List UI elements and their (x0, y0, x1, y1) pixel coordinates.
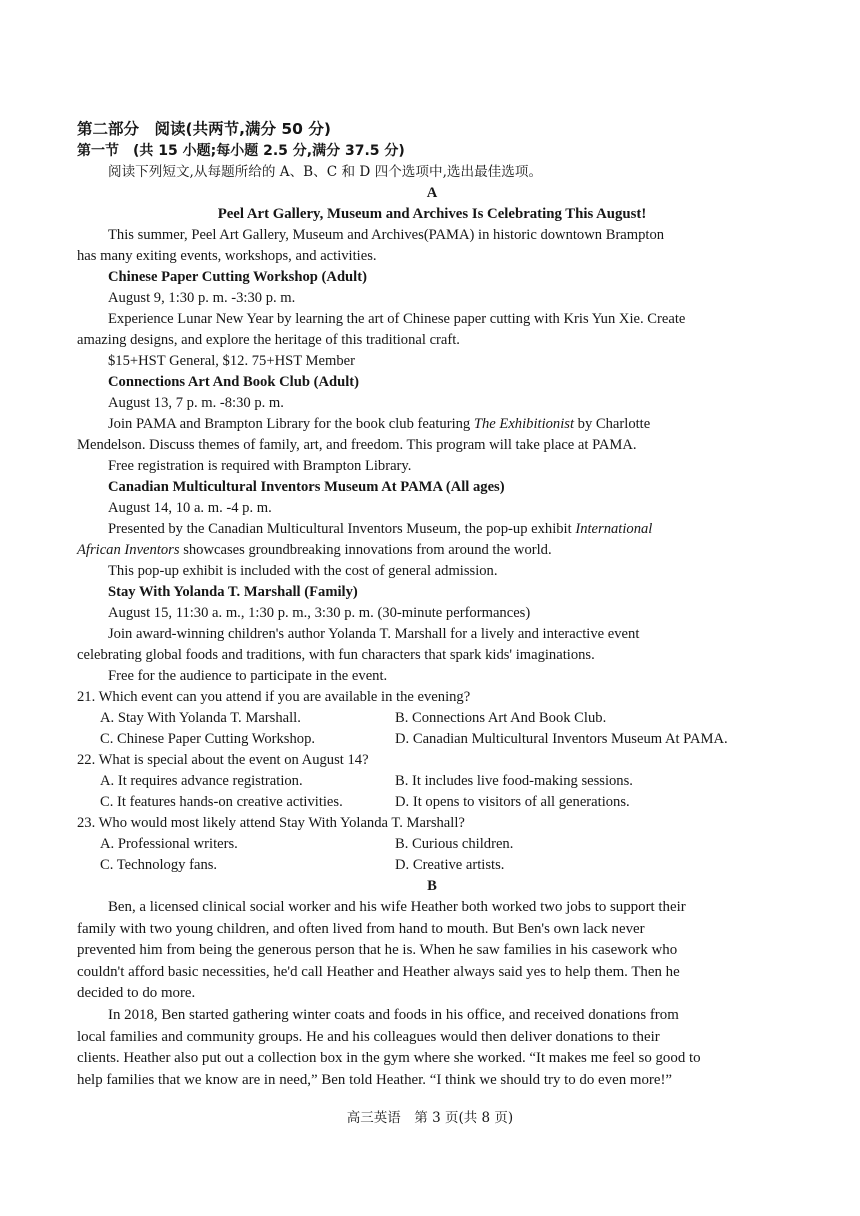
passage-b-paragraph-2 (77, 1005, 787, 1091)
event-inventors-museum (77, 477, 787, 582)
option-row (77, 771, 787, 792)
event-price: $15+HST General, $12. 75+HST Member (108, 353, 355, 369)
option-a[interactable]: A. It requires advance registration. (100, 773, 303, 789)
event-title: Stay With Yolanda T. Marshall (Family) (108, 584, 358, 600)
question-22 (77, 750, 787, 813)
event-time: August 15, 11:30 a. m., 1:30 p. m., 3:30 p. m. (30-minute performances) (108, 605, 531, 621)
option-row (77, 729, 787, 750)
section-heading: 第一节 (共 15 小题;每小题 2.5 分,满分 37.5 分) (77, 143, 405, 159)
option-b[interactable]: B. Connections Art And Book Club. (395, 710, 607, 726)
paragraph-line: decided to do more. (77, 985, 196, 1002)
event-paper-cutting (77, 267, 787, 372)
passage-b-letter: B (427, 878, 437, 894)
question-21 (77, 687, 787, 750)
option-a[interactable]: A. Professional writers. (100, 836, 238, 852)
passage-a-letter: A (426, 185, 438, 201)
option-row (77, 708, 787, 729)
event-title: Chinese Paper Cutting Workshop (Adult) (108, 269, 367, 285)
event-desc-text: Join PAMA and Brampton Library for the book club featuring (108, 416, 474, 432)
option-d[interactable]: D. Creative artists. (395, 857, 505, 873)
event-title: Connections Art And Book Club (Adult) (108, 374, 359, 390)
paragraph-line: In 2018, Ben started gathering winter coats and foods in his office, and received donations from (108, 1006, 679, 1023)
instructions: 阅读下列短文,从每题所给的 A、B、C 和 D 四个选项中,选出最佳选项。 (108, 164, 543, 180)
option-c[interactable]: C. It features hands-on creative activities. (100, 794, 343, 810)
event-desc: Join award-winning children's author Yolanda T. Marshall for a lively and interactive event (108, 626, 640, 642)
event-desc: amazing designs, and explore the heritage of this traditional craft. (77, 332, 460, 348)
question-23 (77, 813, 787, 876)
option-d[interactable]: D. It opens to visitors of all generations. (395, 794, 630, 810)
paragraph-line: family with two young children, and often lived from hand to mouth. But Ben's own lack never (77, 920, 645, 937)
question-stem: 22. What is special about the event on August 14? (77, 752, 369, 768)
option-c[interactable]: C. Chinese Paper Cutting Workshop. (100, 731, 316, 747)
book-title: The Exhibitionist (473, 416, 575, 432)
event-desc: celebrating global foods and traditions, with fun characters that spark kids' imaginations. (77, 647, 595, 663)
event-yolanda (77, 582, 787, 687)
event-desc (77, 414, 787, 435)
option-row (77, 792, 787, 813)
exhibit-title: International (575, 521, 653, 537)
paragraph-line: couldn't afford basic necessities, he'd call Heather and Heather always said yes to help them. Then he (77, 963, 680, 980)
event-time: August 13, 7 p. m. -8:30 p. m. (108, 395, 284, 411)
event-desc (77, 540, 787, 561)
paragraph-line: help families that we know are in need,” Ben told Heather. “I think we should try to do even more!” (77, 1071, 673, 1088)
event-desc: Mendelson. Discuss themes of family, art, and freedom. This program will take place at PAMA. (77, 437, 637, 453)
event-desc-text: showcases groundbreaking innovations from around the world. (179, 542, 552, 558)
passage-a-intro (77, 225, 787, 267)
page-content (77, 117, 787, 1091)
event-book-club (77, 372, 787, 477)
event-desc-text: Presented by the Canadian Multicultural Inventors Museum, the pop-up exhibit (108, 521, 576, 537)
option-row (77, 834, 787, 855)
option-b[interactable]: B. It includes live food-making sessions. (395, 773, 633, 789)
question-stem: 21. Which event can you attend if you are available in the evening? (77, 689, 471, 705)
event-note: This pop-up exhibit is included with the cost of general admission. (108, 563, 498, 579)
option-row (77, 855, 787, 876)
paragraph-line: local families and community groups. He and his colleagues would then deliver donations to their (77, 1028, 660, 1045)
event-time: August 9, 1:30 p. m. -3:30 p. m. (108, 290, 296, 306)
passage-b (77, 897, 787, 1091)
event-title: Canadian Multicultural Inventors Museum At PAMA (All ages) (108, 479, 505, 495)
page-footer: 高三英语 第 3 页(共 8 页) (346, 1110, 514, 1126)
option-a[interactable]: A. Stay With Yolanda T. Marshall. (100, 710, 301, 726)
option-d[interactable]: D. Canadian Multicultural Inventors Museum At PAMA. (395, 731, 728, 747)
question-stem: 23. Who would most likely attend Stay With Yolanda T. Marshall? (77, 815, 465, 831)
intro-line: has many exiting events, workshops, and activities. (77, 248, 377, 264)
intro-line: This summer, Peel Art Gallery, Museum and Archives(PAMA) in historic downtown Brampton (108, 227, 665, 243)
paragraph-line: prevented him from being the generous person that he is. When he saw families in his casework who (77, 942, 678, 959)
passage-a-title: Peel Art Gallery, Museum and Archives Is Celebrating This August! (217, 206, 647, 222)
event-note: Free for the audience to participate in the event. (108, 668, 388, 684)
option-b[interactable]: B. Curious children. (395, 836, 514, 852)
paragraph-line: Ben, a licensed clinical social worker and his wife Heather both worked two jobs to support their (108, 899, 686, 915)
event-desc-text: by Charlotte (574, 416, 651, 432)
event-note: Free registration is required with Brampton Library. (108, 458, 412, 474)
event-desc (77, 519, 787, 540)
event-desc: Experience Lunar New Year by learning the art of Chinese paper cutting with Kris Yun Xie. Create (108, 311, 686, 327)
paragraph-line: clients. Heather also put out a collection box in the gym where she worked. “It makes me feel so good to (77, 1050, 701, 1067)
exhibit-title: African Inventors (77, 542, 180, 558)
event-time: August 14, 10 a. m. -4 p. m. (108, 500, 272, 516)
passage-b-paragraph-1 (77, 897, 787, 1005)
part-heading: 第二部分 阅读(共两节,满分 50 分) (77, 120, 331, 138)
option-c[interactable]: C. Technology fans. (100, 857, 218, 873)
